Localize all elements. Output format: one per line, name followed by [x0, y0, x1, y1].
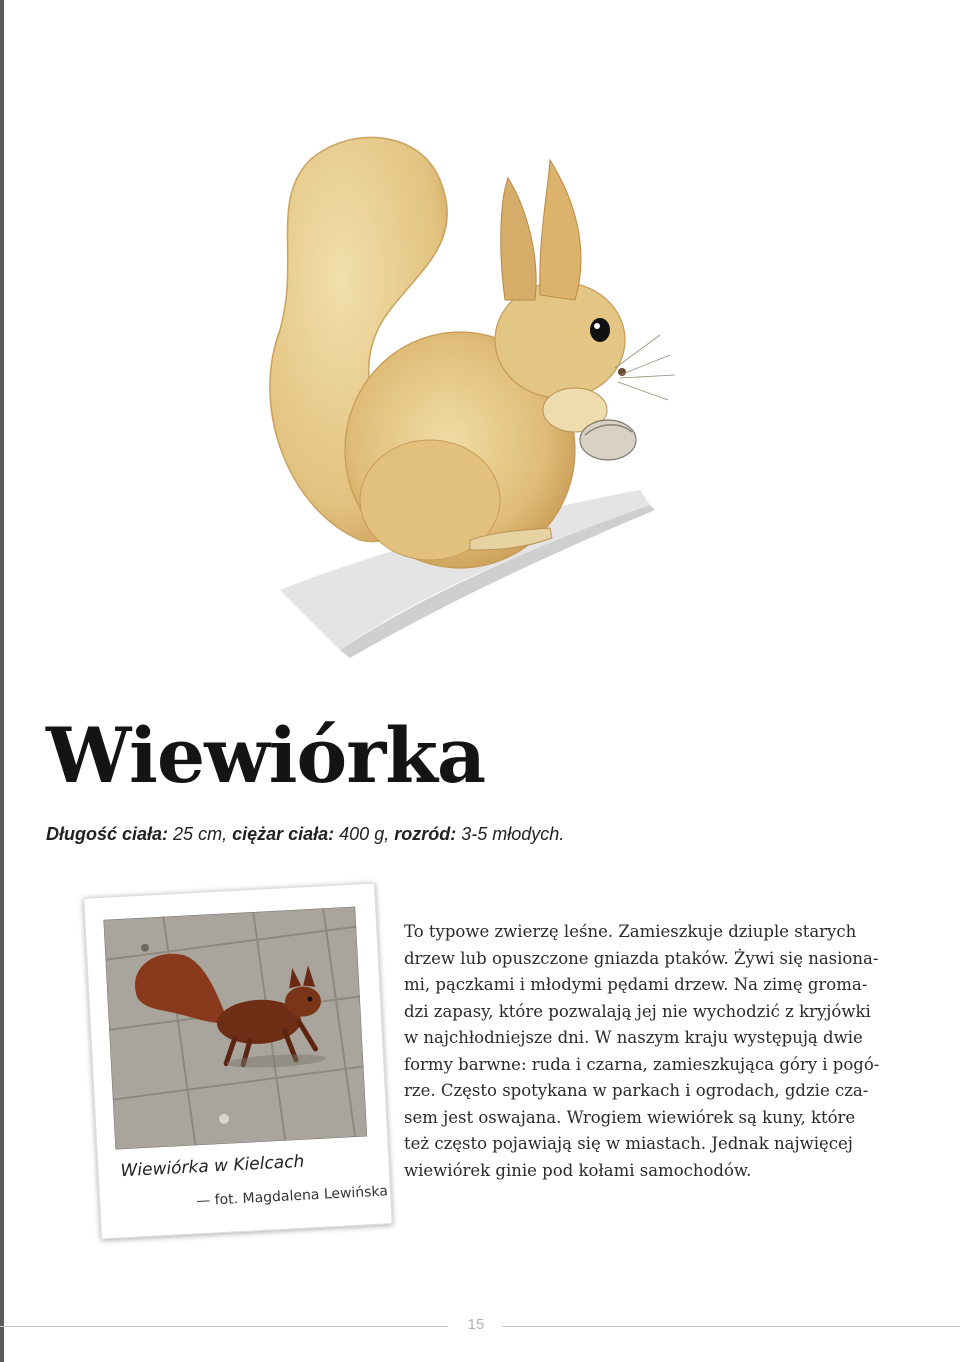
- text-line: wiewiórek ginie pod kołami samochodów.: [404, 1160, 752, 1180]
- weight-label: ciężar ciała:: [232, 824, 335, 844]
- nut: [580, 420, 636, 460]
- text-line: To typowe zwierzę leśne. Zamieszkuje dziuple starych: [404, 922, 857, 941]
- squirrel-photo: [103, 907, 367, 1150]
- species-facts: [46, 824, 564, 845]
- text-line: w najchłodniejsze dni. W naszym kraju występują dwie: [404, 1028, 863, 1047]
- text-line: formy barwne: ruda i czarna, zamieszkująca góry i pogó-: [404, 1054, 880, 1074]
- length-label: Długość ciała:: [46, 824, 169, 844]
- ear-back: [501, 178, 536, 300]
- photo-credit: — fot. Magdalena Lewińska: [195, 1183, 389, 1210]
- footer-rule-right: [502, 1326, 960, 1327]
- squirrel-illustration: [230, 110, 690, 690]
- footer-rule-left: [0, 1326, 448, 1327]
- text-line: drzew lub opuszczone gniazda ptaków. Żywi się nasiona-: [404, 948, 879, 968]
- polaroid-photo-frame: [83, 883, 392, 1240]
- litter-value: 3-5 młodych.: [456, 824, 565, 844]
- description-text: [404, 919, 924, 1184]
- photo-caption: Wiewiórka w Kielcach: [120, 1151, 305, 1182]
- text-line: też często pojawiają się w miastach. Jednak najwięcej: [404, 1134, 853, 1153]
- text-line: sem jest oswajana. Wrogiem wiewiórek są kuny, które: [404, 1107, 856, 1127]
- weight-value: 400 g,: [334, 824, 395, 844]
- litter-label: rozród:: [394, 824, 457, 844]
- text-line: rze. Często spotykana w parkach i ogrodach, gdzie cza-: [404, 1081, 869, 1100]
- page-number: 15: [467, 1316, 485, 1333]
- text-line: dzi zapasy, które pozwalają jej nie wychodzić z kryjówki: [404, 1001, 871, 1021]
- ear-front: [540, 160, 581, 300]
- page-edge-rule: [0, 0, 4, 1362]
- page-title: Wiewiórka: [46, 711, 486, 800]
- text-line: mi, pączkami i młodymi pędami drzew. Na zimę groma-: [404, 975, 868, 994]
- length-value: 25 cm,: [168, 824, 233, 844]
- eye: [590, 318, 610, 342]
